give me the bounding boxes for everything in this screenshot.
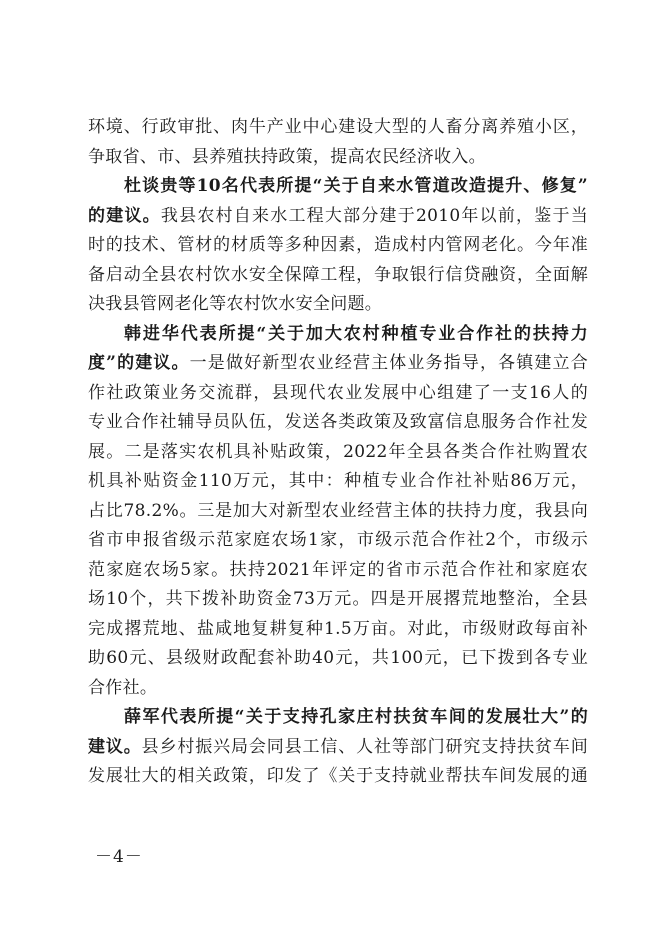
page-number: －4－ [95, 847, 143, 867]
text-line [88, 202, 588, 232]
bold-text-segment: 薛军代表所提“关于支持孔家庄村扶贫车间的发展壮大”的 [124, 707, 588, 727]
text-line [88, 762, 588, 792]
bold-text-segment: 的建议。 [88, 205, 161, 226]
text-segment: 展。二是落实农机具补贴政策，2022年全县各类合作社购置农 [88, 441, 588, 462]
text-line [88, 615, 588, 645]
text-line [88, 349, 588, 379]
text-line [88, 290, 588, 320]
text-segment: 决我县管网老化等农村饮水安全问题。 [88, 294, 383, 314]
text-segment: 发展壮大的相关政策，印发了《关于支持就业帮扶车间发展的通 [88, 766, 588, 786]
text-line [88, 438, 588, 468]
bold-text-segment: 度”的建议。 [88, 353, 190, 373]
text-line [88, 113, 588, 143]
text-line [88, 231, 588, 261]
text-segment: 场10个，共下拨补助资金73万元。四是开展撂荒地整治，全县 [88, 589, 588, 609]
document-body [88, 113, 588, 792]
text-segment: 我县农村自来水工程大部分建于2010年以前，鉴于当 [160, 205, 588, 226]
text-segment: 环境、行政审批、肉牛产业中心建设大型的人畜分离养殖小区， [88, 117, 588, 137]
text-line [88, 703, 588, 733]
text-line [88, 320, 588, 350]
text-segment: 合作社。 [88, 677, 158, 698]
text-line [88, 526, 588, 556]
bold-text-segment: 建议。 [88, 736, 142, 757]
text-segment: 省市申报省级示范家庭农场1家，市级示范合作社2个，市级示 [88, 530, 588, 550]
text-segment: 专业合作社辅导员队伍，发送各类政策及致富信息服务合作社发 [88, 412, 588, 432]
text-segment: 争取省、市、县养殖扶持政策，提高农民经济收入。 [88, 146, 486, 167]
text-segment: 助60元、县级财政配套补助40元，共100元，已下拨到各专业 [88, 648, 588, 668]
paragraph [88, 320, 588, 704]
text-line [88, 497, 588, 527]
text-segment: 备启动全县农村饮水安全保障工程，争取银行信贷融资，全面解 [88, 264, 588, 285]
text-segment: 一是做好新型农业经营主体业务指导，各镇建立合 [189, 353, 588, 373]
text-line [88, 585, 588, 615]
text-line [88, 674, 588, 704]
text-line [88, 379, 588, 409]
text-segment: 作社政策业务交流群，县现代农业发展中心组建了一支16人的 [88, 382, 588, 403]
text-line [88, 467, 588, 497]
paragraph [88, 703, 588, 792]
text-segment: 完成撂荒地、盐咸地复耕复种1.5万亩。对此，市级财政每亩补 [88, 618, 588, 639]
text-line [88, 143, 588, 173]
text-line [88, 556, 588, 586]
text-line [88, 172, 588, 202]
text-line [88, 408, 588, 438]
text-line [88, 644, 588, 674]
text-segment: 县乡村振兴局会同县工信、人社等部门研究支持扶贫车间 [141, 736, 589, 757]
text-segment: 时的技术、管材的材质等多种因素，造成村内管网老化。今年准 [88, 235, 588, 255]
text-segment: 范家庭农场5家。扶持2021年评定的省市示范合作社和家庭农 [88, 559, 588, 580]
paragraph [88, 172, 588, 320]
text-segment: 机具补贴资金110万元，其中：种植专业合作社补贴86万元， [88, 471, 588, 491]
text-line [88, 733, 588, 763]
text-segment: 占比78.2%。三是加大对新型农业经营主体的扶持力度，我县向 [88, 500, 588, 521]
text-line [88, 261, 588, 291]
bold-text-segment: 杜谈贵等10名代表所提“关于自来水管道改造提升、修复” [124, 176, 588, 196]
paragraph [88, 113, 588, 172]
bold-text-segment: 韩进华代表所提“关于加大农村种植专业合作社的扶持力 [124, 323, 588, 344]
